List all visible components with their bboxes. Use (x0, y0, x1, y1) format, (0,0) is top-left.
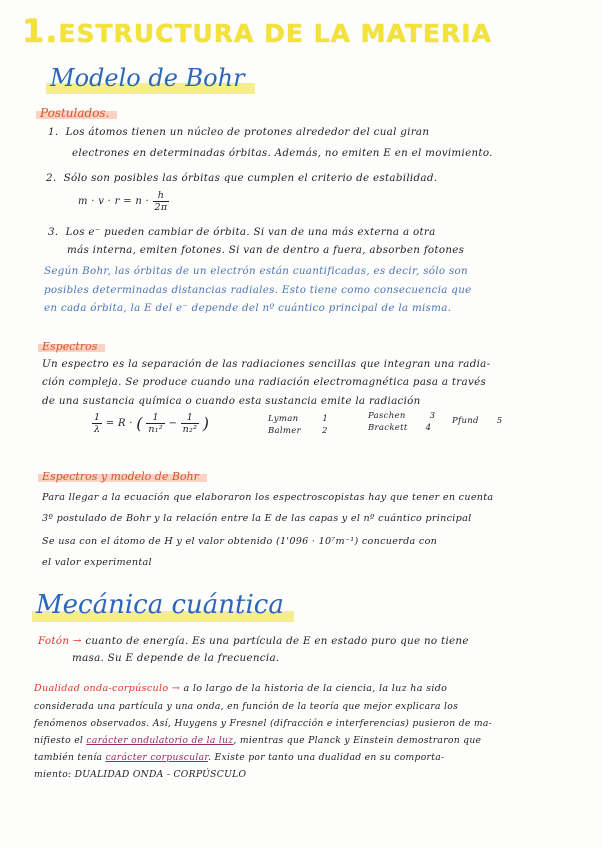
rydberg-formula: $\frac{1}{\lambda}$ = R · ( $\frac{1}{\text{n₁²}}$ − $\frac{1}{\text{n₂²}}$ ) (94, 412, 210, 435)
foton-line2: masa. Su E depende de la frecuencia. (72, 652, 280, 664)
espectros-line1: Un espectro es la separación de las radiaciones sencillas que integran una radia- (42, 358, 491, 370)
dualidad-line4-c: , mientras que Planck y Einstein demostraron que (233, 735, 482, 746)
postulate-3-number: 3. (48, 226, 59, 238)
espectros-bohr-line1: Para llegar a la ecuación que elaboraron los espectroscopistas hay que tener en cuenta (42, 492, 494, 503)
rydberg-lhs-num: 1 (94, 412, 101, 423)
bohr-note-line3: en cada órbita, la E del e⁻ depende del nº cuántico principal de la misma. (44, 302, 452, 314)
dualidad-line2: considerada una partícula y una onda, en función de la teoría que mejor explicara los (34, 701, 459, 712)
foton-line1 (38, 635, 469, 647)
rydberg-minus: − (168, 418, 178, 429)
section-title-bohr: Modelo de Bohr (50, 64, 245, 92)
espectros-label: Espectros (42, 340, 98, 353)
rydberg-lhs-den: λ (94, 424, 101, 435)
rydberg-mid: = R · (105, 418, 133, 429)
dualidad-line6: miento: DUALIDAD ONDA - CORPÚSCULO (34, 769, 247, 780)
dualidad-term: Dualidad onda-corpúsculo (34, 683, 169, 694)
series-balmer-n: 2 (322, 426, 328, 436)
title-text: ESTRUCTURA DE LA MATERIA (58, 19, 492, 48)
series-balmer: Balmer (268, 426, 301, 436)
bohr-note-line1: Según Bohr, las órbitas de un electrón están cuantificadas, es decir, sólo son (44, 265, 468, 277)
dualidad-line3: fenómenos observados. Así, Huygens y Fresnel (difracción e interferencias) pusieron de ma- (34, 718, 493, 729)
postulate-3-line2: más interna, emiten fotones. Si van de dentro a fuera, absorben fotones (67, 244, 465, 256)
series-brackett-n: 4 (425, 423, 432, 433)
rydberg-term1-den: n₁² (148, 424, 163, 435)
postulate-1-line2: electrones en determinadas órbitas. Además, no emiten E en el movimiento. (72, 147, 493, 159)
bohr-note-line2: posibles determinadas distancias radiales. Esto tiene como consecuencia que (44, 284, 472, 296)
espectros-bohr-line3: Se usa con el átomo de H y el valor obtenido (1'096 · 10⁷m⁻¹) concuerda con (42, 536, 438, 547)
dualidad-line5-c: . Existe por tanto una dualidad en su comporta- (208, 752, 445, 763)
series-pfund-n: 5 (496, 416, 503, 426)
dualidad-arrow: → (171, 683, 181, 694)
rydberg-term1 (146, 412, 165, 435)
dualidad-line4-a: nifiesto el (34, 735, 87, 746)
bohr-formula-fraction (153, 190, 170, 213)
dualidad-text-line1: a lo largo de la historia de la ciencia, la luz ha sido (183, 683, 448, 694)
postulate-3 (48, 226, 436, 238)
espectros-bohr-label: Espectros y modelo de Bohr (42, 470, 199, 483)
espectros-bohr-line2: 3º postulado de Bohr y la relación entre la E de las capas y el nº cuántico principal (42, 513, 472, 524)
postulate-1 (48, 126, 429, 138)
postulate-1-number: 1. (48, 126, 59, 138)
page-title (22, 12, 492, 50)
dualidad-line5-a: también tenía (34, 752, 106, 763)
bohr-formula-denominator: 2π (154, 202, 168, 213)
rydberg-term2-den: n₂² (182, 424, 198, 435)
section-title-mecanica: Mecánica cuántica (36, 590, 284, 620)
postulate-2 (46, 172, 437, 184)
bohr-formula (78, 190, 169, 213)
series-col-1 (268, 413, 328, 437)
series-paschen-n: 3 (429, 411, 436, 421)
rydberg-lhs (92, 412, 102, 435)
rydberg-term2 (181, 412, 200, 435)
rydberg-term2-num: 1 (181, 412, 200, 424)
rydberg-term1-num: 1 (146, 412, 165, 424)
foton-arrow: → (72, 635, 82, 647)
postulados-label: Postulados. (40, 106, 110, 120)
bohr-formula-numerator: h (153, 190, 170, 202)
postulate-3-line1: Los e⁻ pueden cambiar de órbita. Si van de una más externa a otra (65, 226, 436, 238)
series-lyman-n: 1 (322, 414, 329, 424)
postulate-2-number: 2. (46, 172, 57, 184)
dualidad-line5 (34, 752, 444, 763)
series-paschen: Paschen (368, 411, 406, 421)
dualidad-line4 (34, 735, 481, 746)
espectros-line3: de una sustancia química o cuando esta sustancia emite la radiación (42, 395, 421, 407)
foton-term: Fotón (38, 635, 70, 647)
foton-text-line1: cuanto de energía. Es una partícula de E en estado puro que no tiene (85, 635, 469, 647)
postulate-1-line1: Los átomos tienen un núcleo de protones alrededor del cual giran (65, 126, 430, 138)
espectros-bohr-line4: el valor experimental (42, 557, 152, 568)
series-col-3 (452, 416, 503, 426)
caracter-ondulatorio: carácter ondulatorio de la luz (86, 735, 234, 746)
caracter-corpuscular: carácter corpuscular (105, 752, 209, 763)
postulate-2-line1: Sólo son posibles las órbitas que cumplen el criterio de estabilidad. (63, 172, 438, 184)
series-col-2 (368, 410, 435, 434)
series-lyman: Lyman (268, 414, 299, 424)
dualidad-line1 (34, 683, 447, 694)
bohr-formula-lhs: m · v · r = n · (78, 196, 150, 207)
series-brackett: Brackett (368, 423, 408, 433)
series-pfund: Pfund (452, 416, 479, 426)
espectros-line2: ción compleja. Se produce cuando una radiación electromagnética pasa a través (42, 376, 487, 388)
title-number: 1. (22, 12, 59, 50)
